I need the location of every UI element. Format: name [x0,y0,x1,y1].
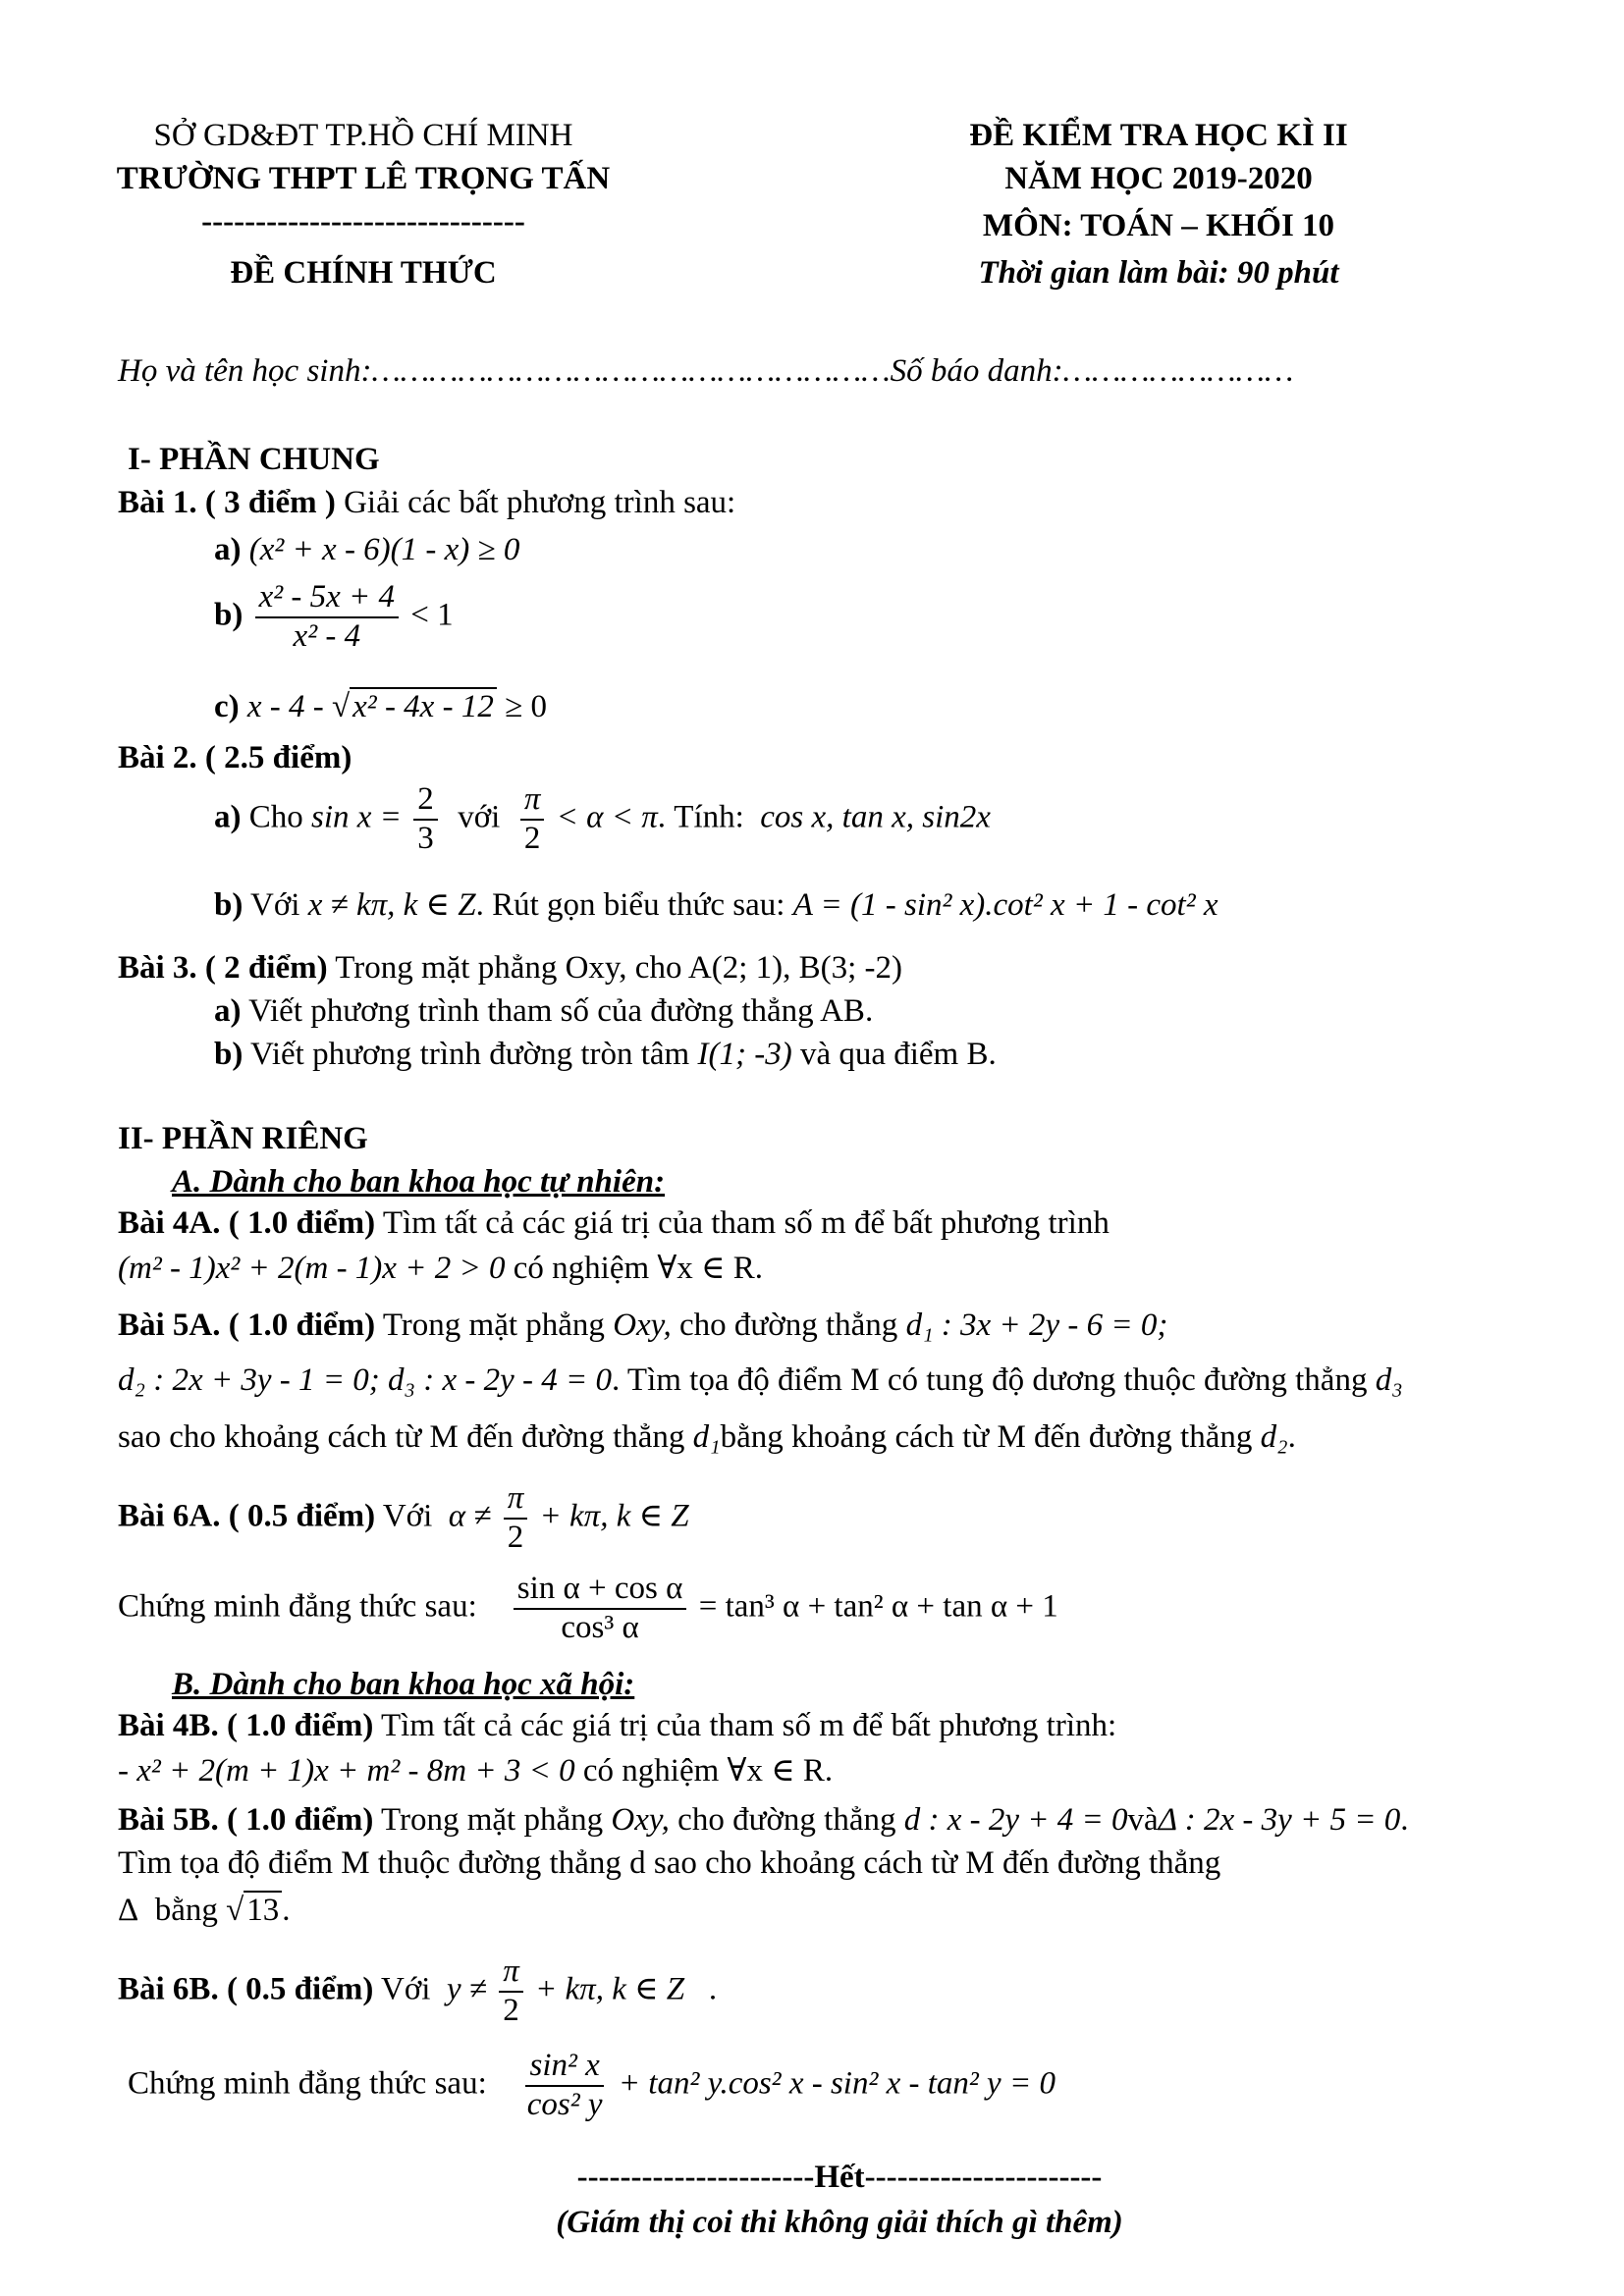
bai6b-pi-numerator: π [499,1953,523,1993]
bai2-a-denominator: 3 [417,820,434,856]
bai2-label: Bài 2. ( 2.5 điểm) [118,740,352,775]
part1-heading: I- PHẦN CHUNG [128,442,380,477]
bai6a-pi-fraction [504,1480,528,1557]
bai2-a-pi-fraction [520,781,545,858]
bai4b-math-line [118,1751,833,1791]
bai2-a-calc: . Tính: [657,799,744,835]
bai5a-d2-ref: d₂ [1260,1419,1288,1455]
bai6a-pi-numerator: π [504,1480,528,1520]
bai3-b [214,1035,997,1075]
bai5a-line3-text2: bằng khoảng cách từ M đến đường thẳng [720,1419,1253,1455]
bai2-a-pi-numerator: π [520,781,545,821]
bai2-a-sin: sin x = [311,799,402,835]
bai5b-line2: Tìm tọa độ điểm M thuộc đường thẳng d sao cho khoảng cách từ M đến đường thẳng [118,1845,1221,1881]
sqrt-icon: √ [226,1893,244,1928]
subject-grade: MÔN: TOÁN – KHỐI 10 [982,208,1335,243]
bai5b-oxy: Oxy, [611,1802,670,1838]
bai1-header [118,483,735,523]
bai5b-line3-text: bằng [154,1893,218,1928]
bai1-c [214,687,547,727]
bai1-a-label: a) [214,532,242,567]
bai5b-line3-end: . [282,1893,291,1928]
bai1-c-label: c) [214,689,240,724]
bai6b-cond-pre: y ≠ [446,1971,487,2007]
bai4a-text: Tìm tất cả các giá trị của tham số m để bất phương trình [382,1205,1110,1241]
bai6a-fraction [514,1571,687,1647]
bai6a-prove: Chứng minh đẳng thức sau: [118,1588,477,1625]
bai1-b [214,579,454,656]
bai4a-math-line [118,1249,763,1289]
part2-heading: II- PHẦN RIÊNG [118,1121,368,1156]
bai6b-fraction [523,2048,607,2124]
bai5a-d2-d3-equations: d₂ : 2x + 3y - 1 = 0; d₃ : x - 2y - 4 = 0 [118,1362,613,1398]
bai3-b-text2: và qua điểm B. [799,1037,997,1072]
bai2-b-with: Với [250,887,300,923]
exam-title: ĐỀ KIỂM TRA HỌC KÌ II [969,118,1348,153]
bai5b-text1: Trong mặt phẳng [380,1802,604,1838]
bai2-a-cho: Cho [248,799,303,835]
student-info-line [118,351,1293,392]
student-name-label: Họ và tên học sinh:……………………………………………… [118,353,891,389]
bai5b-end: . [1400,1802,1409,1838]
bai2-a-numerator: 2 [413,781,438,821]
bai6a-pi-denominator: 2 [507,1519,524,1555]
bai5a-line3-text1: sao cho khoảng cách từ M đến đường thẳng [118,1419,685,1455]
bai5a-d3: d₃ [1375,1362,1403,1398]
bai6b-denominator: cos² y [526,2086,603,2122]
bai3-b-text1: Viết phương trình đường tròn tâm [250,1037,690,1072]
bai5b-label: Bài 5B. ( 1.0 điểm) [118,1802,374,1838]
bai5b-and: và [1127,1802,1159,1838]
bai3-b-label: b) [214,1037,244,1072]
bai5a-d1-equation: d₁ : 3x + 2y - 6 = 0; [905,1308,1168,1343]
bai1-b-relation: < 1 [410,597,454,633]
bai3-b-point: I(1; -3) [697,1037,792,1072]
bai5a-d1-ref: d₁ [692,1419,721,1455]
bai5a-end: . [1287,1419,1296,1455]
bai6b-text: Với [380,1971,431,2007]
bai2-a-with: với [458,799,501,835]
bai5a-line2-text: . Tìm tọa độ điểm M có tung độ dương thuộc đường thẳng [612,1362,1368,1398]
bai6b-dot: . [708,1971,718,2007]
bai2-a-targets: cos x, tan x, sin2x [760,799,991,835]
section-b-heading: B. Dành cho ban khoa học xã hội: [172,1667,635,1702]
bai3-a-text: Viết phương trình tham số của đường thẳng AB. [248,993,874,1029]
bai6a-cond-post: + kπ, k ∈ Z [539,1498,689,1534]
bai5b-d-equation: d : x - 2y + 4 = 0 [903,1802,1128,1838]
bai1-label: Bài 1. ( 3 điểm ) [118,485,336,520]
bai6b-numerator: sin² x [525,2048,603,2087]
bai5a-text2: cho đường thẳng [679,1308,898,1343]
end-marker: ----------------------Hết---------------------- [576,2160,1103,2195]
bai6a-numerator: sin α + cos α [514,1571,687,1610]
bai2-b-label: b) [214,887,244,923]
bai3-a-label: a) [214,993,242,1029]
student-id-label: Số báo danh:…………………… [890,353,1294,389]
bai6a-denominator: cos³ α [561,1609,639,1645]
bai3-a [214,991,873,1032]
bai5a-line2 [118,1361,1403,1401]
bai2-a-pi-denominator: 2 [523,820,541,856]
bai2-b-condition: x ≠ kπ, k ∈ Z [307,887,476,923]
bai3-label: Bài 3. ( 2 điểm) [118,950,328,986]
bai2-b [214,885,1218,926]
bai5a-label: Bài 5A. ( 1.0 điểm) [118,1308,376,1343]
bai1-c-prefix: x - 4 - [246,689,324,724]
bai6b-pi-fraction [499,1953,523,2030]
bai2-b-instruction: . Rút gọn biểu thức sau: [475,887,785,923]
bai1-a [214,530,519,570]
exam-duration: Thời gian làm bài: 90 phút [978,255,1339,291]
bai1-c-radicand: x² - 4x - 12 [350,687,497,724]
bai4b-text: Tìm tất cả các giá trị của tham số m để bất phương trình: [380,1708,1117,1743]
school-name: TRƯỜNG THPT LÊ TRỌNG TẤN [116,161,611,196]
bai6b-cond-post: + kπ, k ∈ Z [535,1971,685,2007]
bai5a-oxy: Oxy, [613,1308,672,1343]
bai2-a-label: a) [214,799,242,835]
bai6b-line2 [128,2048,1056,2124]
bai1-b-denominator: x² - 4 [293,617,361,654]
bai6b-pi-denominator: 2 [503,1992,519,2028]
bai5b-line1 [118,1800,1409,1841]
bai3-header [118,948,902,988]
bai1-b-label: b) [214,597,244,633]
header-divider: ------------------------------ [201,204,525,240]
bai6b-prove: Chứng minh đẳng thức sau: [128,2065,487,2102]
section-a-heading: A. Dành cho ban khoa học tự nhiên: [172,1164,666,1200]
bai5b-delta-equation: Δ : 2x - 3y + 5 = 0 [1158,1802,1401,1838]
bai2-b-expression: A = (1 - sin² x).cot² x + 1 - cot² x [792,887,1218,923]
bai1-b-numerator: x² - 5x + 4 [255,579,399,618]
proctor-note: (Giám thị coi thi không giải thích gì thêm) [556,2205,1123,2240]
bai4a-tail: có nghiệm ∀x ∈ R. [513,1251,763,1286]
bai2-a [214,781,991,858]
bai5a-line3 [118,1417,1296,1458]
bai4a-header [118,1203,1110,1244]
bai5b-delta-ref: Δ [118,1893,139,1928]
bai2-a-range: < α < π [556,799,658,835]
bai1-c-relation: ≥ 0 [505,689,547,724]
bai6a-rhs: = tan³ α + tan² α + tan α + 1 [698,1588,1058,1625]
bai6b-line1 [118,1953,717,2030]
bai1-b-fraction [255,579,399,656]
bai4b-header [118,1706,1116,1746]
bai4b-inequality: - x² + 2(m + 1)x + m² - 8m + 3 < 0 [118,1753,575,1789]
sqrt-icon: √ [332,689,351,724]
bai4b-tail: có nghiệm ∀x ∈ R. [582,1753,834,1789]
department-name: SỞ GD&ĐT TP.HỒ CHÍ MINH [153,118,573,153]
bai5b-sqrt-value: 13 [244,1891,282,1928]
bai5a-text1: Trong mặt phẳng [382,1308,605,1343]
bai2-a-fraction [413,781,438,858]
official-label: ĐỀ CHÍNH THỨC [230,255,497,291]
bai6b-rhs: + tan² y.cos² x - sin² x - tan² y = 0 [618,2065,1056,2102]
school-year: NĂM HỌC 2019-2020 [1004,161,1313,196]
bai4a-label: Bài 4A. ( 1.0 điểm) [118,1205,376,1241]
bai5b-line3 [118,1891,291,1931]
bai6a-label: Bài 6A. ( 0.5 điểm) [118,1498,376,1534]
bai1-a-math: (x² + x - 6)(1 - x) ≥ 0 [248,532,520,567]
bai1-text: Giải các bất phương trình sau: [344,485,736,520]
bai3-text: Trong mặt phẳng Oxy, cho A(2; 1), B(3; -2) [335,950,902,986]
bai6b-label: Bài 6B. ( 0.5 điểm) [118,1971,374,2007]
bai4a-inequality: (m² - 1)x² + 2(m - 1)x + 2 > 0 [118,1251,506,1286]
bai6a-text: Với [382,1498,433,1534]
bai6a-cond-pre: α ≠ [448,1498,492,1534]
bai4b-label: Bài 4B. ( 1.0 điểm) [118,1708,374,1743]
bai6a-line2 [118,1571,1058,1647]
bai5b-text2: cho đường thẳng [677,1802,896,1838]
bai6a-line1 [118,1480,689,1557]
bai5a-line1 [118,1306,1167,1346]
